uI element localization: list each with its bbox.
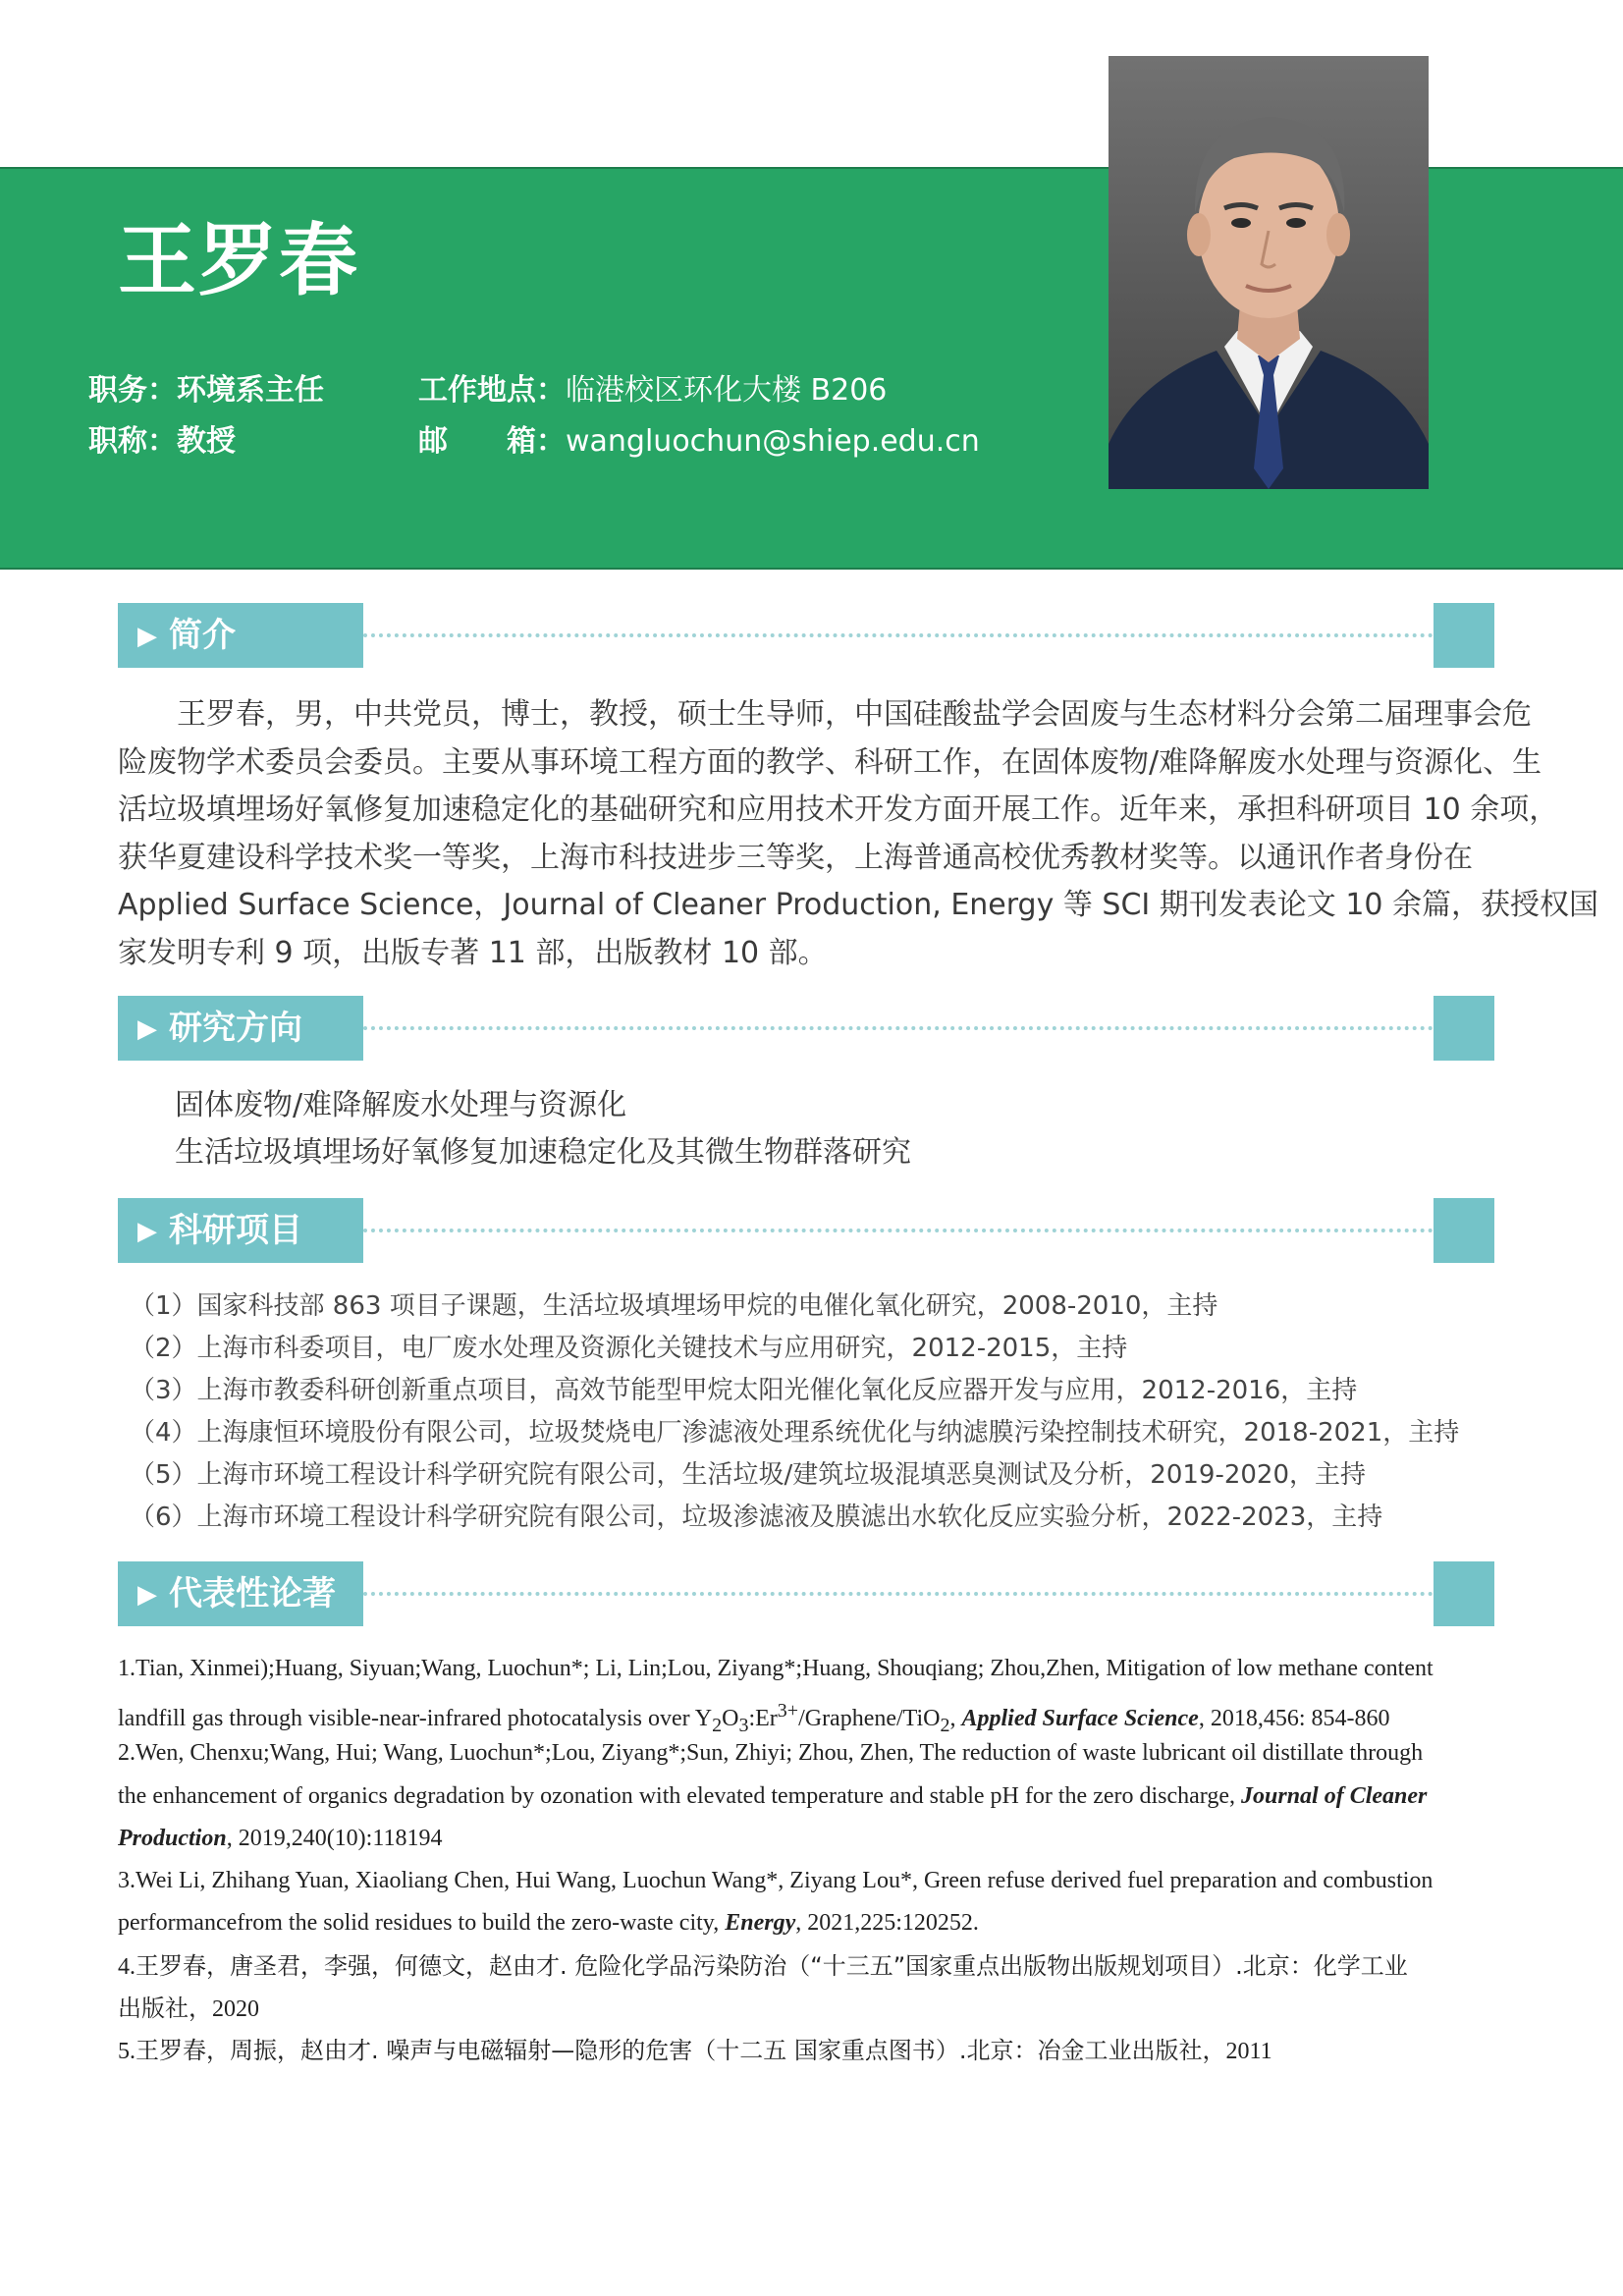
publication-line: 3.Wei Li, Zhihang Yuan, Xiaoliang Chen, Hui Wang, Luochun Wang*, Ziyang Lou*, Green refuse derived fuel preparation and combustion	[118, 1868, 1434, 1893]
pub-text: :Er	[748, 1706, 778, 1731]
publication-line: 2.Wen, Chenxu;Wang, Hui; Wang, Luochun*;Lou, Ziyang*;Sun, Zhiyi; Zhou, Zhen, The reduction of waste lubricant oil distillate through	[118, 1740, 1424, 1766]
project-item: （3）上海市教委科研创新重点项目，高效节能型甲烷太阳光催化氧化反应器开发与应用，2012-2016，主持	[130, 1376, 1358, 1405]
section-research-bar	[118, 996, 1494, 1061]
section-research-title: 研究方向	[169, 1009, 302, 1048]
location-value: 临港校区环化大楼 B206	[566, 373, 888, 408]
intro-line: 王罗春，男，中共党员，博士，教授，硕士生导师，中国硅酸盐学会固废与生态材料分会第二届理事会危	[177, 697, 1532, 732]
project-item: （4）上海康恒环境股份有限公司，垃圾焚烧电厂渗滤液处理系统优化与纳滤膜污染控制技术研究，2018-2021，主持	[130, 1418, 1460, 1448]
publication-line	[118, 1822, 1497, 1855]
triangle-right-icon: ▶	[137, 622, 157, 651]
pub-journal: Energy	[725, 1910, 796, 1936]
pub-journal: Production	[118, 1826, 227, 1851]
publication-line	[118, 1694, 1497, 1742]
section-projects-tag	[118, 1198, 363, 1263]
section-end-block	[1434, 996, 1494, 1061]
email-label: 邮 箱：	[418, 424, 566, 459]
section-intro-tag	[118, 603, 363, 668]
pub-text: , 2018,456: 854-860	[1198, 1706, 1390, 1731]
pub-text: 4.	[118, 1954, 135, 1980]
pub-sub: 2	[940, 1714, 950, 1736]
intro-line: 家发明专利 9 项，出版专著 11 部，出版教材 10 部。	[118, 935, 828, 970]
pub-text: O	[722, 1706, 739, 1731]
pub-journal: Journal of Cleaner	[1241, 1783, 1428, 1809]
position-row	[88, 371, 324, 410]
section-publications-tag	[118, 1561, 363, 1626]
publication-line	[118, 1779, 1497, 1813]
location-row	[418, 371, 887, 410]
pub-text: 2011	[1225, 2039, 1272, 2064]
pub-text: performancefrom the solid residues to build the zero-waste city,	[118, 1910, 726, 1936]
publication-line: 1.Tian, Xinmei);Huang, Siyuan;Wang, Luochun*; Li, Lin;Lou, Ziyang*;Huang, Shouqiang; Zhou,Zhen, Mitigation of low methane content	[118, 1656, 1434, 1681]
pub-journal: Applied Surface Science	[961, 1706, 1199, 1731]
section-intro-title: 简介	[169, 616, 236, 655]
pub-text: 2020	[212, 1996, 259, 2022]
portrait-illustration	[1109, 56, 1429, 489]
pub-text: ,	[949, 1706, 962, 1731]
email-value[interactable]: wangluochun@shiep.edu.cn	[566, 424, 980, 459]
position-value: 环境系主任	[177, 373, 324, 408]
title-row	[88, 422, 236, 462]
dotted-divider	[363, 1229, 1434, 1232]
intro-paragraph	[118, 691, 1599, 977]
triangle-right-icon: ▶	[137, 1014, 157, 1044]
portrait-photo	[1109, 56, 1429, 489]
pub-text: 5.	[118, 2039, 135, 2064]
pub-text: , 2019,240(10):118194	[226, 1826, 443, 1851]
pub-text: 出版社，	[118, 1995, 212, 2022]
section-end-block	[1434, 1561, 1494, 1626]
section-end-block	[1434, 1198, 1494, 1263]
publication-line	[118, 1992, 1497, 2026]
intro-line: 获华夏建设科学技术奖一等奖，上海市科技进步三等奖，上海普通高校优秀教材奖等。以通讯作者身份在	[118, 840, 1473, 875]
dotted-divider	[363, 633, 1434, 637]
triangle-right-icon: ▶	[137, 1580, 157, 1610]
dotted-divider	[363, 1592, 1434, 1596]
intro-line: 活垃圾填埋场好氧修复加速稳定化的基础研究和应用技术开发方面开展工作。近年来，承担科研项目 10 余项，	[118, 793, 1559, 827]
pub-text: 王罗春，周振，赵由才. 噪声与电磁辐射—隐形的危害（十二五 国家重点图书）.北京：冶金工业出版社，	[135, 2037, 1226, 2064]
research-direction-item: 生活垃圾填埋场好氧修复加速稳定化及其微生物群落研究	[175, 1135, 911, 1170]
project-item: （5）上海市环境工程设计科学研究院有限公司，生活垃圾/建筑垃圾混填恶臭测试及分析，2019-2020，主持	[130, 1460, 1367, 1490]
pub-text: the enhancement of organics degradation by ozonation with elevated temperature and stable pH for the zero discharge,	[118, 1783, 1242, 1809]
dotted-divider	[363, 1026, 1434, 1030]
location-label: 工作地点：	[418, 373, 566, 408]
triangle-right-icon: ▶	[137, 1217, 157, 1246]
pub-text: landfill gas through visible-near-infrared photocatalysis over Y	[118, 1706, 713, 1731]
title-value: 教授	[177, 424, 236, 459]
person-name: 王罗春	[118, 215, 359, 306]
pub-sub: 2	[712, 1714, 723, 1736]
section-end-block	[1434, 603, 1494, 668]
publication-line	[118, 2034, 1497, 2068]
project-item: （1）国家科技部 863 项目子课题，生活垃圾填埋场甲烷的电催化氧化研究，2008-2010，主持	[130, 1291, 1218, 1321]
section-projects-bar	[118, 1198, 1494, 1263]
pub-sup: 3+	[777, 1700, 799, 1722]
intro-line: 险废物学术委员会委员。主要从事环境工程方面的教学、科研工作，在固体废物/难降解废水处理与资源化、生	[118, 744, 1542, 780]
project-item: （2）上海市科委项目，电厂废水处理及资源化关键技术与应用研究，2012-2015，主持	[130, 1334, 1128, 1363]
pub-text: /Graphene/TiO	[798, 1706, 941, 1731]
pub-sub: 3	[738, 1714, 749, 1736]
section-research-tag	[118, 996, 363, 1061]
section-publications-bar	[118, 1561, 1494, 1626]
project-item: （6）上海市环境工程设计科学研究院有限公司，垃圾渗滤液及膜滤出水软化反应实验分析，2022-2023，主持	[130, 1503, 1383, 1532]
intro-line: Applied Surface Science，Journal of Cleaner Production, Energy 等 SCI 期刊发表论文 10 余篇，获授权国	[118, 888, 1599, 922]
publication-line	[118, 1906, 1497, 1940]
section-projects-title: 科研项目	[169, 1211, 302, 1250]
research-direction-item: 固体废物/难降解废水处理与资源化	[175, 1088, 627, 1122]
section-publications-title: 代表性论著	[169, 1574, 336, 1613]
email-row	[418, 422, 980, 462]
pub-text: , 2021,225:120252.	[795, 1910, 979, 1936]
pub-text: 王罗春，唐圣君，李强，何德文，赵由才. 危险化学品污染防治（“十三五”国家重点出版物出版规划项目）.北京：化学工业	[135, 1952, 1408, 1980]
position-label: 职务：	[88, 373, 177, 408]
title-label: 职称：	[88, 424, 177, 459]
section-intro-bar	[118, 603, 1494, 668]
publication-line	[118, 1949, 1497, 1984]
